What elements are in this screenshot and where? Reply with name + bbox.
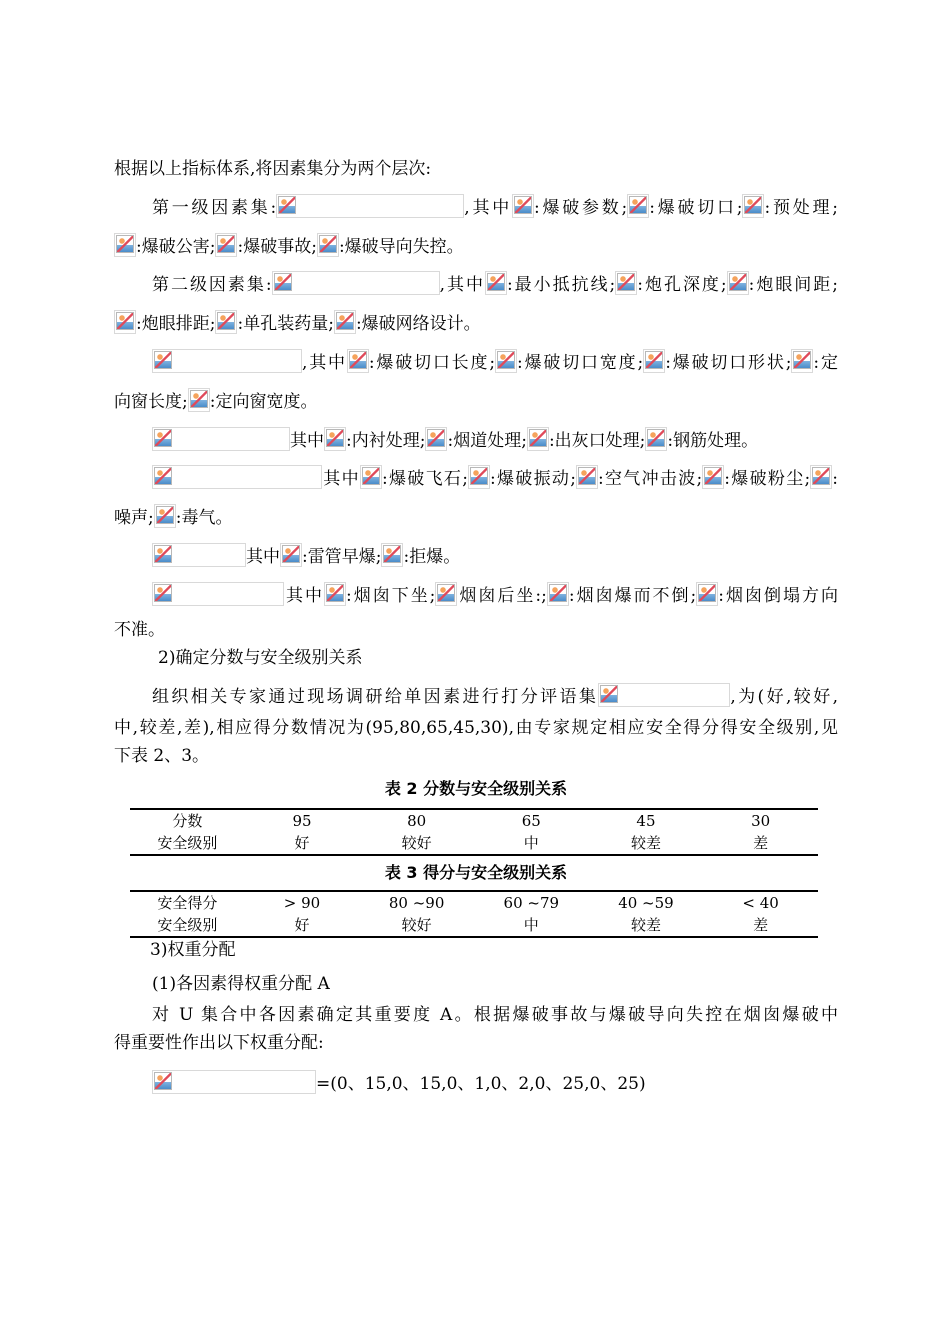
level2-item: :单孔装药量; [237, 314, 334, 335]
pre-item: :内衬处理; [346, 430, 426, 451]
table-row [130, 914, 818, 937]
table-cell: 80 [407, 811, 427, 830]
symbol-image-icon [435, 582, 457, 606]
symbol-image-icon [527, 427, 549, 451]
pre-item: :烟道处理; [447, 430, 527, 451]
para2-text: 组织相关专家通过现场调研给单因素进行打分评语集 [152, 686, 599, 707]
symbol-image-icon [645, 427, 667, 451]
cut-mid: ,其中 [302, 352, 347, 373]
cut-item: 向窗长度; [114, 391, 188, 412]
formula-image-icon [152, 465, 322, 489]
formula-image-icon [152, 543, 246, 567]
symbol-image-icon [810, 465, 832, 489]
table-cell: 安全级别 [157, 915, 218, 934]
formula-line [114, 1066, 838, 1102]
symbol-image-icon [512, 194, 534, 218]
intro-text: 根据以上指标体系,将因素集分为两个层次: [114, 159, 432, 179]
para3-line-1: 对 U 集合中各因素确定其重要度 A。根据爆破事故与爆破导向失控在烟囱爆破中 [152, 1004, 838, 1025]
formula-image-icon [276, 194, 464, 218]
harm-line-2 [114, 499, 838, 538]
table-cell: 差 [753, 915, 769, 934]
level1-item: :爆破导向失控。 [338, 236, 464, 257]
pre-mid: 其中 [290, 430, 324, 451]
cut-item: :爆破切口形状; [665, 352, 792, 373]
level2-item: :最小抵抗线; [506, 275, 616, 296]
table2-title: 表 2 分数与安全级别关系 [384, 778, 568, 798]
section-2-heading: 2)确定分数与安全级别关系 [158, 647, 363, 668]
table-cell: 40 ~59 [618, 893, 674, 912]
level1-item: :预处理; [764, 197, 838, 218]
table-cell: 45 [636, 811, 656, 830]
harm-item: :毒气。 [175, 508, 233, 529]
dir-mid: 其中 [284, 585, 324, 606]
acc-item: :雷管早爆; [302, 546, 382, 567]
table2 [130, 808, 818, 856]
table-cell: 80 ~90 [388, 893, 445, 912]
symbol-image-icon [696, 582, 718, 606]
table-cell: 较差 [630, 833, 661, 852]
harm-item: :空气冲击波; [597, 469, 703, 490]
level1-item: :爆破切口; [649, 197, 743, 218]
formula-image-icon [152, 427, 290, 451]
table-cell: 分数 [172, 811, 203, 830]
harm-item: :爆破振动; [489, 469, 576, 490]
para2-line-2: 中,较差,差),相应得分数情况为(95,80,65,45,30),由专家规定相应安全得分得安全级别,见 [114, 717, 838, 738]
cut-line-1 [114, 344, 838, 383]
level2-item: :炮眼间距; [748, 275, 838, 296]
symbol-image-icon [324, 427, 346, 451]
level1-item: :爆破参数; [533, 197, 628, 218]
pre-item: :出灰口处理; [548, 430, 646, 451]
acc-mid: 其中 [246, 546, 280, 567]
symbol-image-icon [485, 271, 507, 295]
harm-item: : [832, 469, 838, 490]
table-row [130, 809, 818, 832]
symbol-image-icon [334, 310, 356, 334]
symbol-image-icon [114, 310, 136, 334]
level2-line-2 [114, 305, 838, 344]
symbol-image-icon [324, 582, 346, 606]
formula-image-icon [152, 1070, 316, 1094]
table-cell: 中 [523, 915, 539, 934]
harm-item: :爆破粉尘; [724, 469, 811, 490]
level1-mid: ,其中 [464, 197, 512, 218]
symbol-image-icon [280, 543, 302, 567]
level2-item: :炮孔深度; [637, 275, 727, 296]
symbol-image-icon [727, 271, 749, 295]
symbol-image-icon [215, 233, 237, 257]
pre-line [114, 422, 838, 461]
para2-text: ,为(好,较好, [730, 686, 839, 707]
pre-item: :钢筋处理。 [667, 430, 759, 451]
symbol-image-icon [425, 427, 447, 451]
symbol-image-icon [643, 349, 665, 373]
table-cell: 好 [294, 833, 310, 852]
table-cell: < 40 [742, 893, 779, 912]
dir-item: 烟囱后坐:; [457, 585, 547, 606]
document-page [114, 150, 838, 1102]
symbol-image-icon [791, 349, 813, 373]
dir-item: :烟囱下坐; [345, 585, 436, 606]
table-cell: 安全级别 [157, 833, 218, 852]
acc-item: :拒爆。 [403, 546, 461, 567]
cut-line-2 [114, 383, 838, 422]
symbol-image-icon [468, 465, 490, 489]
cut-item: :定 [813, 352, 838, 373]
dir-line-1 [114, 577, 838, 616]
weight-formula: =(0、15,0、15,0、1,0、2,0、25,0、25) [316, 1073, 646, 1094]
symbol-image-icon [360, 465, 382, 489]
table-cell: > 90 [283, 893, 321, 912]
acc-line [114, 538, 838, 577]
section-3-heading: 3)权重分配 [150, 939, 236, 960]
level2-mid: ,其中 [439, 275, 485, 296]
table-cell: 较差 [630, 915, 661, 934]
level1-prefix: 第一级因素集: [152, 197, 277, 218]
level2-item: :炮眼排距; [136, 314, 216, 335]
symbol-image-icon [547, 582, 569, 606]
symbol-image-icon [576, 465, 598, 489]
para3-line-2: 得重要性作出以下权重分配: [114, 1032, 324, 1053]
table-cell: 60 ~79 [503, 893, 560, 912]
table-cell: 差 [753, 833, 769, 852]
symbol-image-icon [317, 233, 339, 257]
table3-title: 表 3 得分与安全级别关系 [384, 862, 568, 882]
symbol-image-icon [154, 504, 176, 528]
symbol-image-icon [114, 233, 136, 257]
harm-item: :爆破飞石; [381, 469, 468, 490]
symbol-image-icon [215, 310, 237, 334]
table-row [130, 832, 818, 855]
formula-image-icon [152, 349, 302, 373]
para2-line-3: 下表 2、3。 [114, 745, 210, 766]
table-cell: 95 [292, 811, 312, 830]
table3 [130, 890, 818, 938]
subsection-1-heading: (1)各因素得权重分配 A [152, 973, 330, 994]
para2-line-1 [114, 680, 838, 714]
table-cell: 65 [521, 811, 541, 830]
level1-item: :爆破事故; [237, 236, 317, 257]
formula-image-icon [152, 582, 284, 606]
formula-image-icon [598, 683, 730, 707]
dir-line-2 [114, 616, 838, 644]
dir-item: 不准。 [114, 619, 165, 640]
table-cell: 较好 [401, 833, 432, 852]
level2-prefix: 第二级因素集: [152, 275, 272, 296]
level1-item: :爆破公害; [136, 236, 216, 257]
dir-item: :烟囱爆而不倒; [568, 585, 697, 606]
table-cell: 好 [294, 915, 310, 934]
harm-mid: 其中 [322, 469, 360, 490]
harm-line-1 [114, 460, 838, 499]
level2-line-1 [114, 266, 838, 305]
cut-item: :爆破切口宽度; [517, 352, 644, 373]
cut-item: :爆破切口长度; [368, 352, 496, 373]
table-cell: 中 [523, 833, 539, 852]
harm-item: 噪声; [114, 508, 154, 529]
cut-item: :定向窗宽度。 [209, 391, 318, 412]
formula-image-icon [272, 271, 440, 295]
symbol-image-icon [188, 388, 210, 412]
table-cell: 安全得分 [157, 893, 218, 912]
table-row [130, 891, 818, 914]
level1-line-1 [114, 189, 838, 228]
dir-item: :烟囱倒塌方向 [718, 585, 838, 606]
symbol-image-icon [381, 543, 403, 567]
level1-line-2 [114, 228, 838, 267]
symbol-image-icon [627, 194, 649, 218]
symbol-image-icon [347, 349, 369, 373]
symbol-image-icon [742, 194, 764, 218]
symbol-image-icon [495, 349, 517, 373]
table-cell: 30 [751, 811, 771, 830]
level2-item: :爆破网络设计。 [355, 314, 481, 335]
symbol-image-icon [615, 271, 637, 295]
symbol-image-icon [702, 465, 724, 489]
table-cell: 较好 [401, 915, 432, 934]
